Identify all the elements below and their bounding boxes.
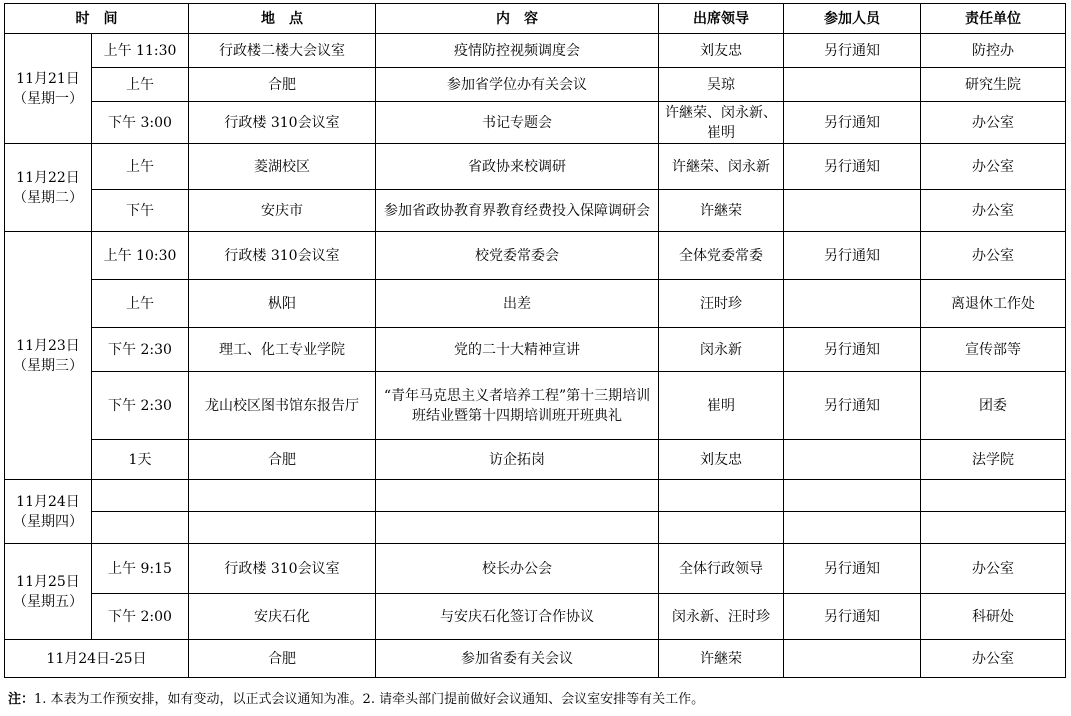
- content-cell: 疫情防控视频调度会: [376, 34, 659, 68]
- leader-cell: 闵永新、汪时珍: [659, 594, 784, 640]
- attendees-cell: 另行通知: [784, 328, 921, 372]
- place-cell: 安庆石化: [189, 594, 376, 640]
- attendees-cell: [784, 280, 921, 328]
- date-cell-nov24: 11月24日 （星期四）: [5, 480, 92, 544]
- unit-cell: 科研处: [921, 594, 1066, 640]
- content-cell: 校党委常委会: [376, 232, 659, 280]
- table-row: [5, 512, 1066, 544]
- leader-cell: 许継荣: [659, 640, 784, 678]
- place-cell: 菱湖校区: [189, 144, 376, 190]
- content-cell: 出差: [376, 280, 659, 328]
- place-cell: 安庆市: [189, 190, 376, 232]
- leader-cell: 全体党委常委: [659, 232, 784, 280]
- place-cell: 枞阳: [189, 280, 376, 328]
- table-row: [5, 640, 1066, 678]
- attendees-cell: [784, 640, 921, 678]
- attendees-cell: 另行通知: [784, 544, 921, 594]
- content-cell: 校长办公会: [376, 544, 659, 594]
- table-row: [5, 480, 1066, 512]
- content-cell: “青年马克思主义者培养工程”第十三期培训班结业暨第十四期培训班开班典礼: [376, 372, 659, 440]
- attendees-cell: [784, 480, 921, 512]
- footnote-text: 1. 本表为工作预安排，如有变动，以正式会议通知为准。2. 请牵头部门提前做好会议通知、会议室安排等有关工作。: [34, 692, 705, 707]
- schedule-table: [4, 3, 1066, 678]
- place-cell: [189, 512, 376, 544]
- header-attendees: 参加人员: [784, 4, 921, 34]
- table-row: [5, 144, 1066, 190]
- header-leader: 出席领导: [659, 4, 784, 34]
- content-cell: 参加省委有关会议: [376, 640, 659, 678]
- content-cell: [376, 480, 659, 512]
- table-row: [5, 544, 1066, 594]
- header-unit: 责任单位: [921, 4, 1066, 34]
- time-cell: [92, 480, 189, 512]
- time-cell: [92, 512, 189, 544]
- date-cell-nov25: 11月25日 （星期五）: [5, 544, 92, 640]
- table-row: [5, 68, 1066, 102]
- date-cell-nov23: 11月23日 （星期三）: [5, 232, 92, 480]
- attendees-cell: 另行通知: [784, 34, 921, 68]
- header-place: 地 点: [189, 4, 376, 34]
- table-row: [5, 372, 1066, 440]
- content-cell: [376, 512, 659, 544]
- attendees-cell: [784, 512, 921, 544]
- unit-cell: 办公室: [921, 144, 1066, 190]
- leader-cell: [659, 512, 784, 544]
- time-cell: 下午 3:00: [92, 102, 189, 144]
- time-cell: 下午 2:30: [92, 328, 189, 372]
- time-cell: 上午 10:30: [92, 232, 189, 280]
- unit-cell: 研究生院: [921, 68, 1066, 102]
- place-cell: 龙山校区图书馆东报告厅: [189, 372, 376, 440]
- time-cell: 上午: [92, 280, 189, 328]
- content-cell: 党的二十大精神宣讲: [376, 328, 659, 372]
- table-row: [5, 440, 1066, 480]
- content-cell: 与安庆石化签订合作协议: [376, 594, 659, 640]
- unit-cell: 办公室: [921, 640, 1066, 678]
- time-cell: 1天: [92, 440, 189, 480]
- content-cell: 参加省学位办有关会议: [376, 68, 659, 102]
- unit-cell: [921, 512, 1066, 544]
- unit-cell: 团委: [921, 372, 1066, 440]
- table-row: [5, 328, 1066, 372]
- unit-cell: 防控办: [921, 34, 1066, 68]
- leader-cell: 吴琼: [659, 68, 784, 102]
- header-time: 时 间: [5, 4, 189, 34]
- place-cell: 合肥: [189, 440, 376, 480]
- place-cell: 合肥: [189, 68, 376, 102]
- unit-cell: 办公室: [921, 102, 1066, 144]
- table-row: [5, 232, 1066, 280]
- attendees-cell: 另行通知: [784, 144, 921, 190]
- unit-cell: 办公室: [921, 190, 1066, 232]
- footnote: [8, 688, 704, 707]
- attendees-cell: 另行通知: [784, 372, 921, 440]
- time-cell: 上午: [92, 144, 189, 190]
- place-cell: 理工、化工专业学院: [189, 328, 376, 372]
- leader-cell: 闵永新: [659, 328, 784, 372]
- unit-cell: 办公室: [921, 232, 1066, 280]
- unit-cell: 离退休工作处: [921, 280, 1066, 328]
- time-cell: 11月24日-25日: [5, 640, 189, 678]
- leader-cell: 许継荣、闵永新: [659, 144, 784, 190]
- leader-cell: 许継荣、闵永新、崔明: [659, 102, 784, 144]
- leader-cell: 汪时珍: [659, 280, 784, 328]
- place-cell: 行政楼 310会议室: [189, 232, 376, 280]
- leader-cell: 崔明: [659, 372, 784, 440]
- content-cell: 访企拓岗: [376, 440, 659, 480]
- footnote-label: 注：: [8, 692, 35, 707]
- attendees-cell: [784, 68, 921, 102]
- leader-cell: [659, 480, 784, 512]
- time-cell: 下午 2:30: [92, 372, 189, 440]
- table-row: [5, 102, 1066, 144]
- date-cell-nov21: 11月21日 （星期一）: [5, 34, 92, 144]
- attendees-cell: 另行通知: [784, 232, 921, 280]
- date-cell-nov22: 11月22日 （星期二）: [5, 144, 92, 232]
- unit-cell: [921, 480, 1066, 512]
- leader-cell: 刘友忠: [659, 34, 784, 68]
- place-cell: 合肥: [189, 640, 376, 678]
- time-cell: 下午 2:00: [92, 594, 189, 640]
- unit-cell: 办公室: [921, 544, 1066, 594]
- unit-cell: 宣传部等: [921, 328, 1066, 372]
- attendees-cell: [784, 440, 921, 480]
- place-cell: 行政楼 310会议室: [189, 102, 376, 144]
- attendees-cell: 另行通知: [784, 102, 921, 144]
- content-cell: 书记专题会: [376, 102, 659, 144]
- attendees-cell: [784, 190, 921, 232]
- table-row: [5, 190, 1066, 232]
- time-cell: 下午: [92, 190, 189, 232]
- header-row: [5, 4, 1066, 34]
- table-row: [5, 34, 1066, 68]
- time-cell: 上午 11:30: [92, 34, 189, 68]
- place-cell: 行政楼 310会议室: [189, 544, 376, 594]
- content-cell: 参加省政协教育界教育经费投入保障调研会: [376, 190, 659, 232]
- place-cell: [189, 480, 376, 512]
- header-content: 内 容: [376, 4, 659, 34]
- table-row: [5, 280, 1066, 328]
- unit-cell: 法学院: [921, 440, 1066, 480]
- time-cell: 上午 9:15: [92, 544, 189, 594]
- content-cell: 省政协来校调研: [376, 144, 659, 190]
- leader-cell: 全体行政领导: [659, 544, 784, 594]
- attendees-cell: 另行通知: [784, 594, 921, 640]
- time-cell: 上午: [92, 68, 189, 102]
- place-cell: 行政楼二楼大会议室: [189, 34, 376, 68]
- table-row: [5, 594, 1066, 640]
- leader-cell: 刘友忠: [659, 440, 784, 480]
- leader-cell: 许継荣: [659, 190, 784, 232]
